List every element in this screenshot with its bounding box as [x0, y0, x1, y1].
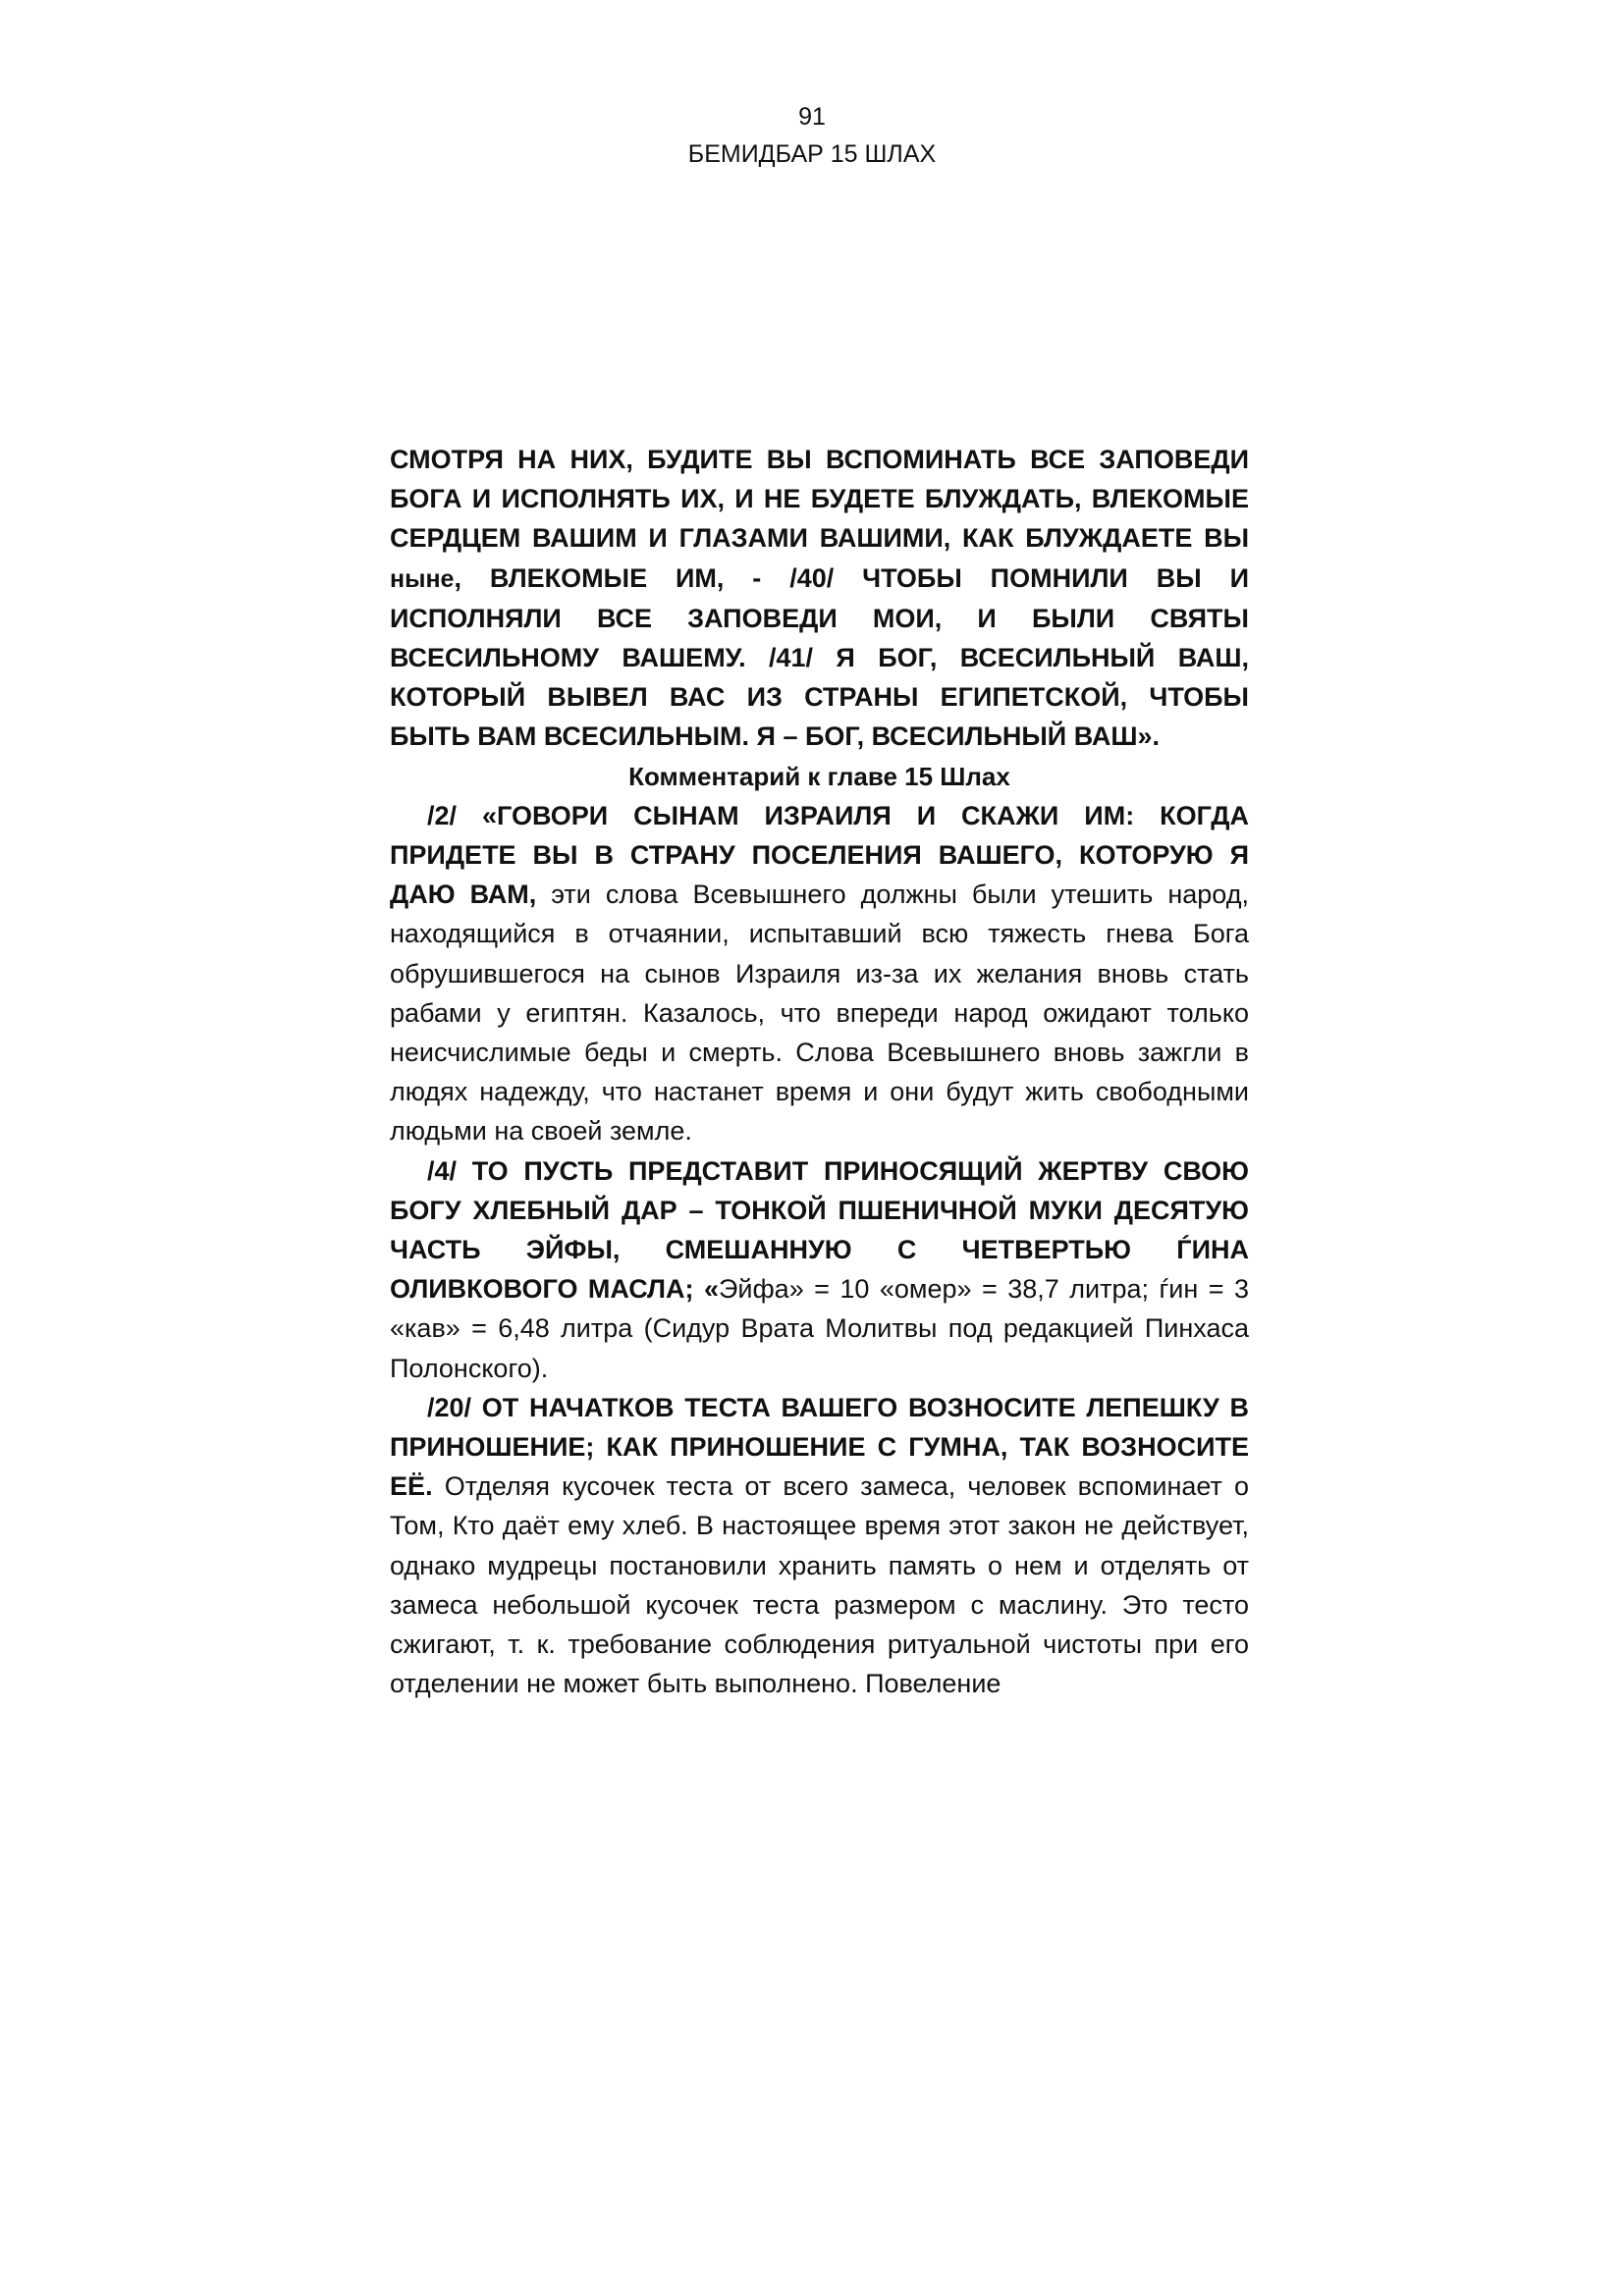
- page-number: 91: [798, 103, 826, 131]
- commentary-title: Комментарий к главе 15 Шлах: [628, 761, 1010, 791]
- verse-quote: /2/ «ГОВОРИ СЫНАМ ИЗРАИЛЯ И СКАЖИ ИМ: КОГДА ПРИДЕТЕ ВЫ В СТРАНУ ПОСЕЛЕНИЯ ВАШЕГО, КОТОРУЮ Я ДАЮ ВАМ,: [390, 800, 1249, 910]
- verse-quote: /4/ ТО ПУСТЬ ПРЕДСТАВИТ ПРИНОСЯЩИЙ ЖЕРТВУ СВОЮ БОГУ ХЛЕБНЫЙ ДАР – ТОНКОЙ ПШЕНИЧНОЙ МУКИ ДЕСЯТУЮ ЧАСТЬ ЭЙФЫ, СМЕШАННУЮ С ЧЕТВЕРТЬЮ ЃИНА ОЛИВКОВОГО МАСЛА; «: [390, 1155, 1249, 1305]
- verse-text-part-2: , ВЛЕКОМЫЕ ИМ, - /40/ ЧТОБЫ ПОМНИЛИ ВЫ И ИСПОЛНЯЛИ ВСЕ ЗАПОВЕДИ МОИ, И БЫЛИ СВЯТЫ ВСЕСИЛЬНОМУ ВАШЕМУ. /41/ Я БОГ, ВСЕСИЛЬНЫЙ ВАШ, КОТОРЫЙ ВЫВЕЛ ВАС ИЗ СТРАНЫ ЕГИПЕТСКОЙ, ЧТОБЫ БЫТЬ ВАМ ВСЕСИЛЬНЫМ. Я – БОГ, ВСЕСИЛЬНЫЙ ВАШ».: [390, 562, 1249, 752]
- commentary-text: Эйфа» = 10 «омер» = 38,7 литра; ѓин = 3 «кав» = 6,48 литра (Сидур Врата Молитвы под редакцией Пинхаса Полонского).: [390, 1274, 1249, 1383]
- verse-text-small: ныне: [390, 564, 455, 593]
- commentary-paragraph: [390, 796, 1249, 1151]
- verse-text-part-1: СМОТРЯ НА НИХ, БУДИТЕ ВЫ ВСПОМИНАТЬ ВСЕ ЗАПОВЕДИ БОГА И ИСПОЛНЯТЬ ИХ, И НЕ БУДЕТЕ БЛУЖДАТЬ, ВЛЕКОМЫЕ СЕРДЦЕМ ВАШИМ И ГЛАЗАМИ ВАШИМИ, КАК БЛУЖДАЕТЕ ВЫ: [390, 445, 1249, 554]
- verse-block: [390, 440, 1249, 757]
- commentary-text: Отделяя кусочек теста от всего замеса, человек вспоминает о Том, Кто даёт ему хлеб. В настоящее время этот закон не действует, однако мудрецы постановили хранить память о нем и отделять от замеса небольшой кусочек теста размером с маслину. Это тесто сжигают, т. к. требование соблюдения ритуальной чистоты при его отделении не может быть выполнено. Повеление: [390, 1471, 1249, 1699]
- commentary-text: эти слова Всевышнего должны были утешить народ, находящийся в отчаянии, испытавший всю тяжесть гнева Бога обрушившегося на сынов Израиля из-за их желания вновь стать рабами у египтян. Казалось, что впереди народ ожидают только неисчислимые беды и смерть. Слова Всевышнего вновь зажгли в людях надежду, что настанет время и они будут жить свободными людьми на своей земле.: [390, 880, 1249, 1147]
- commentary-paragraph: [390, 1151, 1249, 1388]
- running-title: БЕМИДБАР 15 ШЛАХ: [687, 140, 937, 168]
- verse-quote: /20/ ОТ НАЧАТКОВ ТЕСТА ВАШЕГО ВОЗНОСИТЕ ЛЕПЕШКУ В ПРИНОШЕНИЕ; КАК ПРИНОШЕНИЕ С ГУМНА, ТАК ВОЗНОСИТЕ ЕЁ.: [390, 1392, 1249, 1502]
- page-body: [390, 440, 1249, 1704]
- commentary-paragraph: [390, 1388, 1249, 1704]
- page-header: [0, 98, 1624, 173]
